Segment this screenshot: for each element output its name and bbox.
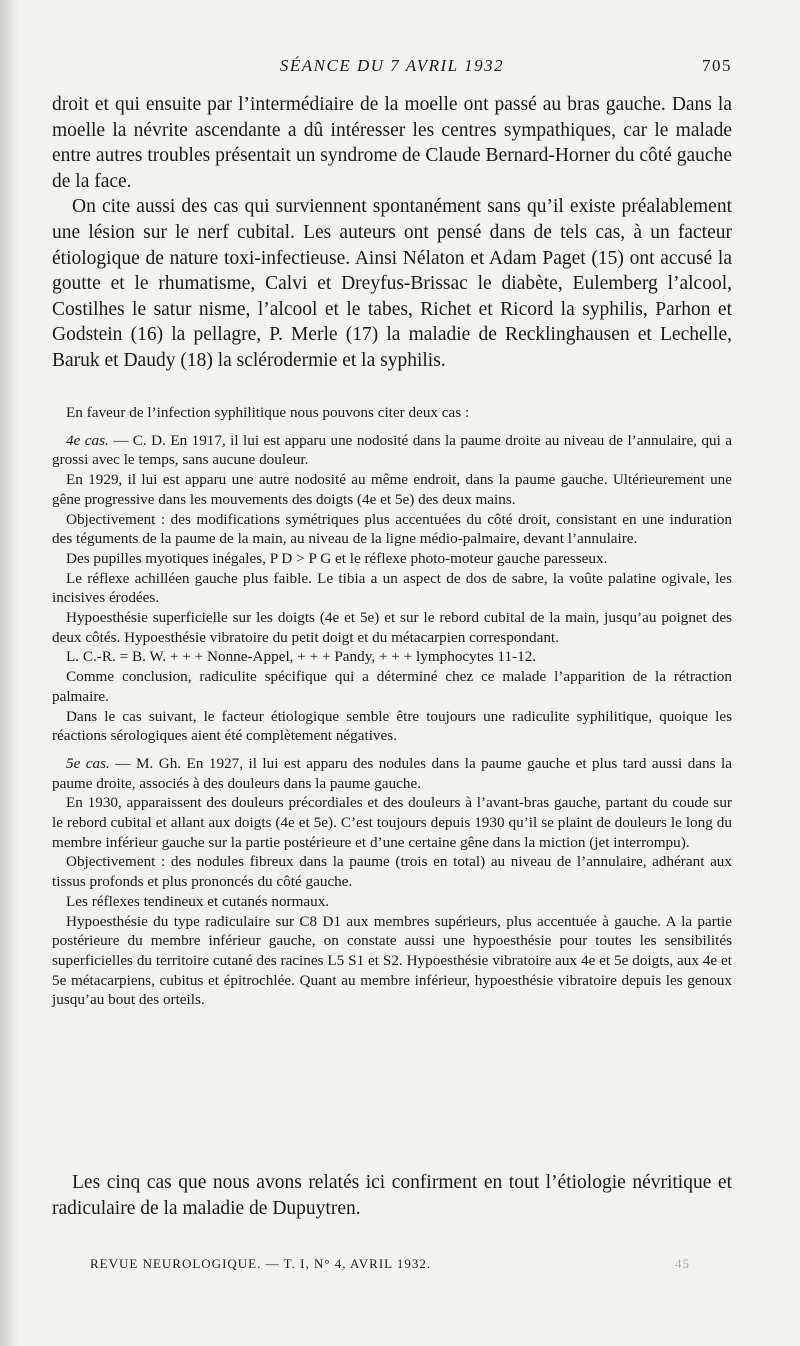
case5-paragraph: Objectivement : des nodules fibreux dans la paume (trois en total) au niveau de l’annulaire, adhérant aux tissus profonds et plus prononcés du côté gauche. — [52, 853, 732, 891]
case4-paragraph: En 1929, il lui est apparu une autre nodosité au même endroit, dans la paume gauche. Ultérieurement une gêne progressive dans les mouvements des doigts (4e et 5e) des deux mains. — [52, 471, 732, 508]
case4-paragraph: L. C.-R. = B. W. + + + Nonne-Appel, + + + Pandy, + + + lymphocytes 11-12. — [66, 648, 537, 666]
case5-first-paragraph — [52, 754, 732, 793]
case4-paragraph: Comme conclusion, radiculite spécifique qui a déterminé chez ce malade l’apparition de la rétraction palmaire. — [52, 668, 732, 705]
main-text — [52, 92, 732, 374]
case4-paragraph: Des pupilles myotiques inégales, P D > P G et le réflexe photo-moteur gauche paresseux. — [66, 549, 608, 567]
footer — [90, 1256, 690, 1276]
case4-first-paragraph — [52, 431, 732, 470]
page-number: 705 — [702, 56, 732, 75]
signature-mark: 45 — [675, 1256, 690, 1271]
conclusion — [52, 1170, 732, 1221]
case4-first-text: — C. D. En 1917, il lui est apparu une nodosité dans la paume droite au niveau de l’annulaire, qui a grossi avec le temps, sans aucune douleur. — [52, 431, 732, 469]
case5-paragraph: En 1930, apparaissent des douleurs précordiales et des douleurs à l’avant-bras gauche, partant du coude sur le rebord cubital et allant aux doigts (4e et 5e). C’est toujours depuis 1930 qu’il se plaint de douleurs le long du membre inférieur gauche sur la partie postérieure et d’une certaine gêne dans la miction (jet interrompu). — [52, 794, 732, 851]
case4-paragraph: Le réflexe achilléen gauche plus faible. Le tibia a un aspect de dos de sabre, la voûte palatine ogivale, les incisives érodées. — [52, 569, 732, 607]
case5-label: 5e cas. — [66, 754, 110, 772]
main-paragraph-1: droit et qui ensuite par l’intermédiaire de la moelle ont passé au bras gauche. Dans la moelle la névrite ascendante a dû intéresser les centres sympathiques, car le malade entre autres troubles présentait un syndrome de Claude Bernard-Horner du côté gauche de la face. — [52, 94, 732, 192]
running-head-title: SÉANCE DU 7 AVRIL 1932 — [279, 56, 505, 75]
case4-paragraph: Objectivement : des modifications symétriques plus accentuées du côté droit, consistant en une induration des téguments de la paume de la main, au niveau de la ligne médio-palmaire, devant l’annulaire. — [52, 510, 732, 548]
page-edge-shadow — [0, 0, 18, 1346]
journal-citation: REVUE NEUROLOGIQUE. — T. I, N° 4, AVRIL 1932. — [90, 1256, 432, 1271]
case4-paragraph: Dans le cas suivant, le facteur étiologique semble être toujours une radiculite syphilitique, quoique les réactions sérologiques aient été complètement négatives. — [52, 707, 732, 745]
case5-paragraph: Les réflexes tendineux et cutanés normaux. — [66, 892, 330, 910]
conclusion-paragraph: Les cinq cas que nous avons relatés ici confirment en tout l’étiologie névritique et radiculaire de la maladie de Dupuytren. — [52, 1172, 732, 1219]
case5-paragraph: Hypoesthésie du type radiculaire sur C8 D1 aux membres supérieurs, plus accentuée à gauche. A la partie postérieure du membre inférieur gauche, on constate aussi une hypoesthésie pour toutes les sensibilités superficielles du territoire cutané des racines L5 S1 et S2. Hypoesthésie vibratoire aux 4e et 5e doigts, aux 4e et 5e métacarpiens, cubitus et épitrochlée. Quant au membre inférieur, hypoesthésie vibratoire depuis les genoux jusqu’au bout des orteils. — [52, 912, 732, 1009]
case-intro: En faveur de l’infection syphilitique nous pouvons citer deux cas : — [66, 404, 470, 421]
case5-first-text: — M. Gh. En 1927, il lui est apparu des nodules dans la paume gauche et plus tard aussi dans la paume droite, associés à des douleurs dans la paume gauche. — [52, 754, 732, 792]
running-head — [52, 56, 732, 80]
case-reports — [52, 403, 732, 1010]
case4-paragraph: Hypoesthésie superficielle sur les doigts (4e et 5e) et sur le rebord cubital de la main, jusqu’au poignet des deux côtés. Hypoesthésie vibratoire du petit doigt et du métacarpien correspondant. — [52, 609, 732, 646]
main-paragraph-2: On cite aussi des cas qui surviennent spontanément sans qu’il existe préalablement une lésion sur le nerf cubital. Les auteurs ont pensé dans de tels cas, à un facteur étiologique de nature toxi-infectieuse. Ainsi Nélaton et Adam Paget (15) ont accusé la goutte et le rhumatisme, Calvi et Dreyfus-Brissac le diabète, Eulemberg l’alcool, Costilhes le satur nisme, l’alcool et le tabes, Richet et Ricord la syphilis, Parhon et Godstein (16) la pellagre, P. Merle (17) la maladie de Recklinghausen et Lechelle, Baruk et Daudy (18) la sclérodermie et la syphilis. — [52, 196, 732, 371]
case4-label: 4e cas. — [66, 431, 109, 449]
